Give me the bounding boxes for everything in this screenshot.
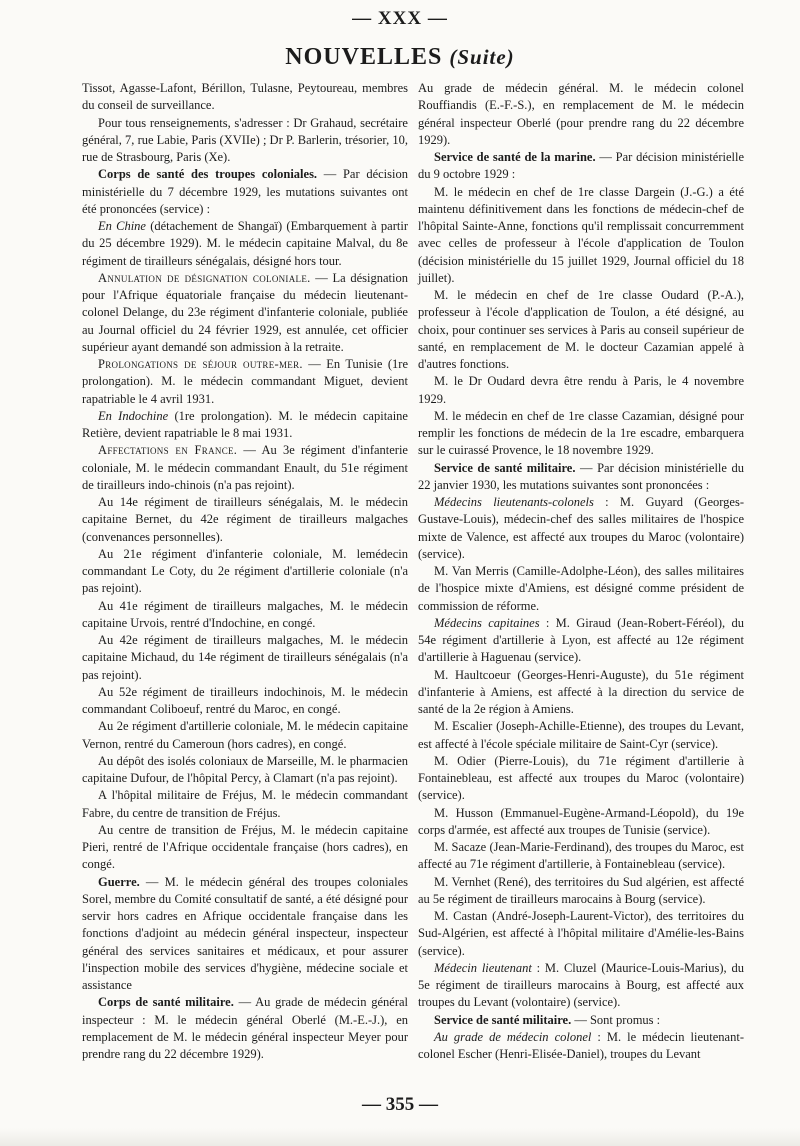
paragraph	[418, 839, 744, 874]
paragraph-text: Au 14e régiment de tirailleurs sénégalais, M. le médecin capitaine Bernet, du 42e régiment de tirailleurs malgaches (convenances personnelles).	[82, 495, 408, 544]
title-suite: (Suite)	[449, 45, 515, 69]
paragraph	[82, 80, 408, 115]
paragraph	[418, 615, 744, 667]
paragraph-text: M. Van Merris (Camille-Adolphe-Léon), des salles militaires de l'hospice mixte d'Amiens, est désigné comme président de commission de réforme.	[418, 564, 744, 613]
paragraph	[418, 149, 744, 184]
paragraph	[82, 874, 408, 995]
paragraph	[418, 874, 744, 909]
paragraph-text: M. Sacaze (Jean-Marie-Ferdinand), des troupes du Maroc, est affecté au 71e régiment d'artillerie, à Fontainebleau (service).	[418, 840, 744, 872]
paragraph	[418, 805, 744, 840]
section-title	[0, 44, 800, 71]
paragraph	[418, 494, 744, 563]
paragraph-lead: Service de santé militaire.	[434, 460, 576, 475]
paragraph-italic-lead: En Chine	[98, 219, 146, 233]
paragraph	[418, 563, 744, 615]
paragraph	[418, 1012, 744, 1029]
paragraph	[82, 598, 408, 633]
paragraph	[418, 408, 744, 460]
paragraph-text: Tissot, Agasse-Lafont, Bérillon, Tulasne, Peytoureau, membres du conseil de surveillance.	[82, 81, 408, 113]
paragraph	[418, 373, 744, 408]
paragraph-text: Au 41e régiment de tirailleurs malgaches, M. le médecin capitaine Urvois, rentré d'Indochine, en congé.	[82, 598, 408, 630]
paragraph-text: M. le médecin en chef de 1re classe Dargein (J.-G.) a été maintenu définitivement dans les fonctions de médecin-chef de l'hôpital Sainte-Anne, fonctions qu'il remplissait concurremment avec celles de professeur à l'école d'application de Toulon (décision ministérielle du 15 juillet 1929, Journal officiel du 18 juillet).	[418, 184, 744, 285]
paragraph-text: M. Castan (André-Joseph-Laurent-Victor), des territoires du Sud-Algérien, est affecté à l'hôpital militaire d'Amélie-les-Bains (service).	[418, 909, 744, 958]
paragraph-text: (1re prolongation). M. le médecin capitaine Retière, devient rapatriable le 8 mai 1931.	[82, 408, 408, 440]
paragraph	[82, 356, 408, 408]
paragraph-text: M. le médecin en chef de 1re classe Oudard (P.-A.), professeur à l'école d'application de Toulon, a été désigné, au choix, pour continuer ses services à Paris au conseil supérieur de santé, en remplacement de M. le docteur Cazamian appelé à d'autres fonctions.	[418, 288, 744, 371]
paragraph-text: M. Odier (Pierre-Louis), du 71e régiment d'artillerie à Fontainebleau, est affecté aux troupes du Maroc (volontaire) (service).	[418, 753, 744, 803]
left-column	[82, 80, 408, 1063]
paragraph-lead: Service de santé de la marine.	[434, 150, 596, 164]
paragraph-text: Au 21e régiment d'infanterie coloniale, M. lemédecin commandant Le Coty, du 2e régiment d'artillerie coloniale (n'a pas rejoint).	[82, 546, 408, 596]
paragraph-text: : M. Giraud (Jean-Robert-Féréol), du 54e régiment d'artillerie à Lyon, est affecté au 12e régiment d'artillerie à Haguenau (service).	[418, 615, 744, 665]
paragraph-text: Au dépôt des isolés coloniaux de Marseille, M. le pharmacien capitaine Dufour, de l'hôpital Percy, à Clamart (n'a pas rejoint).	[82, 753, 408, 785]
paragraph-text: : M. Guyard (Georges-Gustave-Louis), médecin-chef des salles militaires de l'hospice mixte de Valence, est affecté aux troupes du Maroc (volontaire) (service).	[418, 495, 744, 561]
paragraph-lead: Corps de santé militaire.	[98, 995, 234, 1010]
title-text: NOUVELLES	[285, 44, 443, 70]
paragraph	[418, 960, 744, 1012]
paragraph-text: Au 2e régiment d'artillerie coloniale, M. le médecin capitaine Vernon, rentré du Cameroun (hors cadres), en congé.	[82, 719, 408, 751]
paragraph-text: Au 52e régiment de tirailleurs indochinois, M. le médecin commandant Coliboeuf, rentré du Maroc, en congé.	[82, 684, 408, 716]
paragraph-text: — Au 3e régiment d'infanterie coloniale, M. le médecin commandant Enault, du 51e régiment de tirailleurs indo-chinois (n'a pas rejoint).	[82, 443, 408, 492]
paragraph	[82, 166, 408, 218]
right-column	[418, 80, 744, 1063]
paragraph-text: M. Husson (Emmanuel-Eugène-Armand-Léopold), du 19e corps d'armée, est affecté aux troupes de Tunisie (service).	[418, 805, 744, 837]
paragraph-text: Pour tous renseignements, s'adresser : Dr Grahaud, secrétaire général, 7, rue Labie, Paris (XVIIe) ; Dr P. Barlerin, trésorier, 10, rue de Strasbourg, Paris (Xe).	[82, 115, 408, 164]
paragraph-text: M. le médecin en chef de 1re classe Cazamian, désigné pour remplir les fonctions de médecin de la 1re escadre, embarquera sur le cuirassé Provence, le 18 novembre 1929.	[418, 408, 744, 458]
paragraph-text: — Par décision ministérielle du 22 janvier 1930, les mutations suivantes sont prononcées :	[418, 460, 744, 492]
paragraph-smallcaps-lead: Prolongations de séjour outre-mer.	[98, 357, 303, 371]
paragraph	[82, 270, 408, 356]
paragraph-text: Au 42e régiment de tirailleurs malgaches, M. le médecin capitaine Michaud, du 14e régiment de tirailleurs sénégalais (n'a pas rejoint).	[82, 633, 408, 682]
paragraph-text: M. Vernhet (René), des territoires du Sud algérien, est affecté au 5e régiment de tirailleurs marocains à Bourg (service).	[418, 874, 744, 906]
paragraph-text: — Par décision ministérielle du 9 octobre 1929 :	[418, 150, 744, 182]
paragraph-lead: Guerre.	[98, 874, 140, 889]
paragraph-text: : M. le médecin lieutenant-colonel Escher (Henri-Elisée-Daniel), troupes du Levant	[418, 1029, 744, 1061]
paragraph-italic-lead: Médecins capitaines	[434, 615, 540, 630]
paragraph	[82, 115, 408, 167]
paragraph-italic-lead: Au grade de médecin colonel	[434, 1029, 592, 1044]
roman-page-header: — XXX —	[352, 8, 448, 29]
paragraph-smallcaps-lead: Affectations en France.	[98, 443, 238, 458]
paragraph-text: — Au grade de médecin général inspecteur : M. le médecin général Oberlé (M.-E.-J.), en remplacement de M. le médecin général inspecteur Meyer pour prendre rang du 22 décembre 1929).	[82, 995, 409, 1061]
paragraph-text: — La désignation pour l'Afrique équatoriale française du médecin lieutenant-colonel Delange, du 23e régiment d'infanterie coloniale, publiée au Journal officiel du 24 février 1929, est annulée, cet officier supérieur ayant demandé son admission à la retraite.	[82, 270, 408, 354]
paragraph	[418, 908, 744, 960]
paragraph	[82, 218, 408, 270]
paragraph-text: : M. Cluzel (Maurice-Louis-Marius), du 5e régiment de tirailleurs marocains à Bourg, est affecté aux troupes du Levant (volontaire) (service).	[418, 960, 744, 1010]
paragraph	[82, 718, 408, 753]
paragraph-italic-lead: Médecins lieutenants-colonels	[434, 495, 594, 509]
paragraph	[418, 753, 744, 805]
paragraph-smallcaps-lead: Annulation de désignation coloniale.	[98, 270, 311, 285]
paragraph-text: — Sont promus :	[571, 1012, 661, 1027]
paragraph	[82, 632, 408, 684]
paragraph	[82, 822, 408, 874]
paragraph-text: — Par décision ministérielle du 7 décembre 1929, les mutations suivantes ont été prononcées (service) :	[82, 167, 408, 216]
paragraph-text: (détachement de Shangaï) (Embarquement à partir du 25 décembre 1929). M. le médecin capitaine Malval, du 8e régiment de tirailleurs sénégalais, désigné hors tour.	[82, 219, 408, 268]
paragraph	[82, 994, 408, 1063]
page-number: — 355 —	[362, 1094, 438, 1115]
paragraph	[418, 80, 744, 149]
paragraph	[418, 1029, 744, 1064]
paragraph-text: Au centre de transition de Fréjus, M. le médecin capitaine Pieri, rentré de l'Afrique occidentale française (hors cadres), en congé.	[82, 822, 408, 872]
paragraph	[418, 184, 744, 288]
paragraph-italic-lead: Médecin lieutenant	[434, 960, 532, 975]
paragraph-text: Au grade de médecin général. M. le médecin colonel Rouffiandis (E.-F.-S.), en remplacement de M. le médecin général inspecteur Oberlé (pour prendre rang du 22 décembre 1929).	[418, 81, 744, 147]
paragraph-text: — M. le médecin général des troupes coloniales Sorel, membre du Comité consultatif de santé, a été désigné pour servir hors cadres en Afrique occidentale française dans les fonctions d'adjoint au médecin général inspecteur, inspecteur général des services sanitaires et médicaux, et pour assurer l'inspection mobile des services d'hygiène, médecine sociale et assistance	[82, 874, 408, 992]
paragraph	[82, 753, 408, 788]
paragraph	[82, 787, 408, 822]
paragraph-text: M. Haultcoeur (Georges-Henri-Auguste), du 51e régiment d'infanterie à Amiens, est affecté à la direction du service de santé de la 2e région à Amiens.	[418, 667, 744, 716]
paragraph-text: M. le Dr Oudard devra être rendu à Paris, le 4 novembre 1929.	[418, 374, 744, 406]
paragraph-text: A l'hôpital militaire de Fréjus, M. le médecin commandant Fabre, du centre de transition de Fréjus.	[82, 788, 408, 820]
paragraph	[418, 718, 744, 753]
paragraph-lead: Service de santé militaire.	[434, 1012, 572, 1027]
paragraph-text: — En Tunisie (1re prolongation). M. le médecin commandant Miguet, devient rapatriable le 4 avril 1931.	[82, 357, 408, 406]
paragraph	[82, 408, 408, 443]
paragraph-text: M. Escalier (Joseph-Achille-Etienne), des troupes du Levant, est affecté à l'école spéciale militaire de Saint-Cyr (service).	[418, 719, 744, 751]
page-bottom-edge	[0, 1128, 800, 1146]
paragraph-lead: Corps de santé des troupes coloniales.	[98, 167, 318, 182]
paragraph	[82, 494, 408, 546]
paragraph	[82, 442, 408, 494]
paragraph	[418, 287, 744, 373]
paragraph	[418, 667, 744, 719]
paragraph-italic-lead: En Indochine	[98, 408, 169, 423]
paragraph	[82, 546, 408, 598]
paragraph	[418, 460, 744, 495]
paragraph	[82, 684, 408, 719]
